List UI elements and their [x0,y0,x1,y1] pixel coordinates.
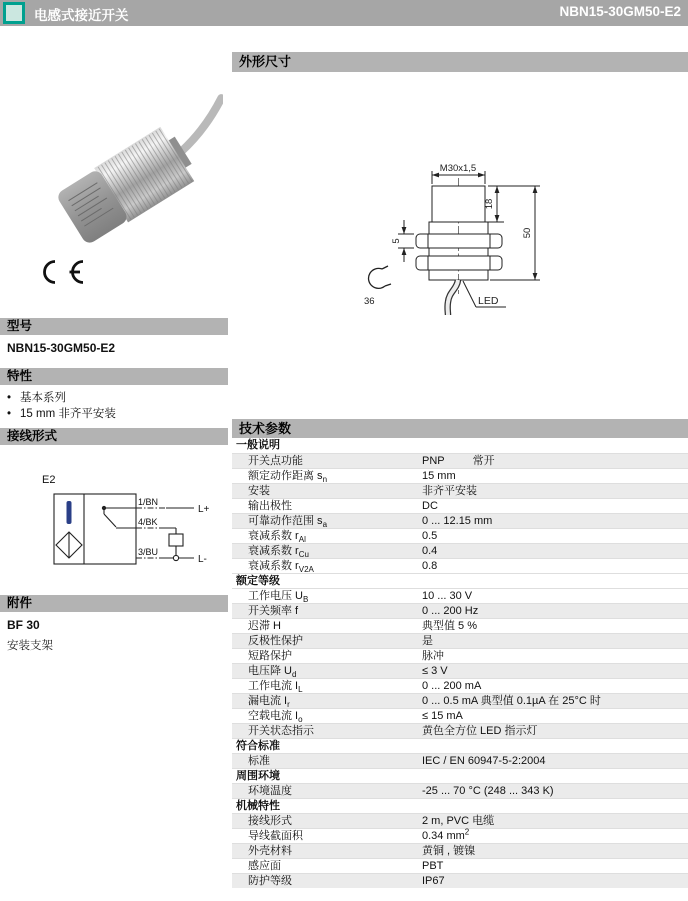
table-row [232,723,688,738]
param-label: 衰减系数 $r_{V2A}$ [248,560,314,575]
param-label: 开关频率 f [248,605,299,617]
wiring-variant-label: E2 [42,474,56,486]
param-value: -25 ... 70 °C (248 ... 343 K) [422,785,554,797]
section-header-model: 型号 [0,318,228,335]
table-row [232,618,688,633]
param-label: 空载电流 $I_o$ [248,710,303,725]
table-row [232,588,688,603]
table-row [232,558,688,573]
table-section-header: 周围环境 [232,768,688,783]
feature-item: • 基本系列 [7,390,116,406]
table-row [232,858,688,873]
param-label: 开关状态指示 [248,725,314,737]
sensing-face-diamond-icon [56,532,82,558]
table-row [232,483,688,498]
param-label: 防护等级 [248,875,292,887]
param-label: 额定动作距离 $s_n$ [248,470,328,485]
table-row [232,513,688,528]
feature-list [7,390,116,422]
param-value: 0.34 $mm^2$ [422,827,470,842]
param-label: 衰减系数 $r_{Al}$ [248,530,306,545]
param-value: IP67 [422,875,445,887]
table-row [232,693,688,708]
dim-total-length-label: 50 [522,227,533,239]
param-label: 输出极性 [248,500,292,512]
section-header-accessories: 附件 [0,595,228,612]
param-label: 标准 [248,755,270,767]
param-label: 外壳材料 [248,845,292,857]
table-row [232,648,688,663]
dim-thread-label: M30x1,5 [439,163,477,174]
table-row [232,603,688,618]
page-header-bar [0,0,688,26]
section-header-dimensions: 外形尺寸 [232,52,688,72]
led-label: LED [478,295,499,307]
table-section-header: 一般说明 [232,438,688,453]
terminal-label: L- [198,554,207,565]
param-value: 0.8 [422,560,438,572]
param-value: PNP 常开 [422,455,495,467]
param-label: 工作电流 $I_L$ [248,680,303,695]
param-value: 10 ... 30 V [422,590,473,602]
table-row [232,828,688,843]
param-value: ≤ 3 V [422,665,448,677]
param-value: 0.4 [422,545,438,557]
param-label: 漏电流 $I_r$ [248,695,290,710]
header-product-id: NBN15-30GM50-E2 [559,4,681,19]
page-title: 电感式接近开关 [34,8,129,23]
tech-table [232,438,688,888]
param-value: 0 ... 200 mA [422,680,482,692]
param-value: 黄铜 , 镀镍 [422,845,476,857]
param-label: 开关点功能 [248,455,303,467]
inductive-symbol-bar [67,501,72,524]
product-photo [28,74,223,249]
table-row [232,678,688,693]
dimension-drawing [342,162,577,317]
param-label: 导线截面积 [248,830,303,842]
model-number: NBN15-30GM50-E2 [7,341,116,355]
table-row [232,753,688,768]
section-header-connection: 接线形式 [0,428,228,445]
pin-label: 3/BU [138,547,159,557]
param-value: 0 ... 0.5 mA 典型值 0.1µA 在 25°C 时 [422,695,601,707]
table-row [232,813,688,828]
table-row [232,783,688,798]
param-label: 可靠动作范围 $s_a$ [248,515,328,530]
section-header-technical-data: 技术参数 [232,419,688,439]
feature-item: • 15 mm 非齐平安装 [7,406,116,422]
param-label: 环境温度 [248,785,292,797]
param-label: 电压降 $U_d$ [248,665,297,680]
table-section-header: 额定等级 [232,573,688,588]
param-value: PBT [422,860,444,872]
param-label: 接线形式 [248,815,292,827]
param-label: 安装 [248,485,270,497]
table-row [232,663,688,678]
param-label: 反极性保护 [248,635,303,647]
param-label: 工作电压 $U_B$ [248,590,309,605]
table-row [232,633,688,648]
ce-mark-icon [36,258,88,286]
table-row [232,468,688,483]
param-value: ≤ 15 mA [422,710,463,722]
dim-wrench-size-label: 36 [364,296,375,307]
param-value: 非齐平安装 [422,485,477,497]
pin-label: 4/BK [138,517,158,527]
param-value: 2 m, PVC 电缆 [422,815,495,827]
table-row [232,453,688,468]
param-value: 黄色全方位 LED 指示灯 [422,725,538,737]
brand-square-icon [3,2,25,24]
param-value: 0 ... 12.15 mm [422,515,493,527]
pin-label: 1/BN [138,497,159,507]
table-section-header: 机械特性 [232,798,688,813]
accessory-description: 安装支架 [7,640,53,652]
table-row [232,543,688,558]
table-section-header: 符合标准 [232,738,688,753]
accessory-model: BF 30 [7,618,40,632]
dim-head-length-label: 18 [484,198,495,210]
param-value: 典型值 5 % [422,620,478,632]
param-value: 脉冲 [422,650,444,662]
dim-nut-thickness-label: 5 [391,238,402,244]
table-row [232,843,688,858]
param-value: 是 [422,635,433,647]
table-row [232,528,688,543]
param-label: 衰减系数 $r_{Cu}$ [248,545,309,560]
param-label: 迟滞 H [248,620,281,632]
param-value: DC [422,500,438,512]
section-header-features: 特性 [0,368,228,385]
param-value: 0.5 [422,530,438,542]
table-row [232,498,688,513]
table-row [232,708,688,723]
param-label: 短路保护 [248,650,292,662]
param-label: 感应面 [248,860,281,872]
param-value: 15 mm [422,470,456,482]
param-value: IEC / EN 60947-5-2:2004 [422,755,546,767]
table-row [232,873,688,888]
param-value: 0 ... 200 Hz [422,605,479,617]
terminal-label: L+ [198,504,210,515]
wiring-diagram [38,470,218,580]
